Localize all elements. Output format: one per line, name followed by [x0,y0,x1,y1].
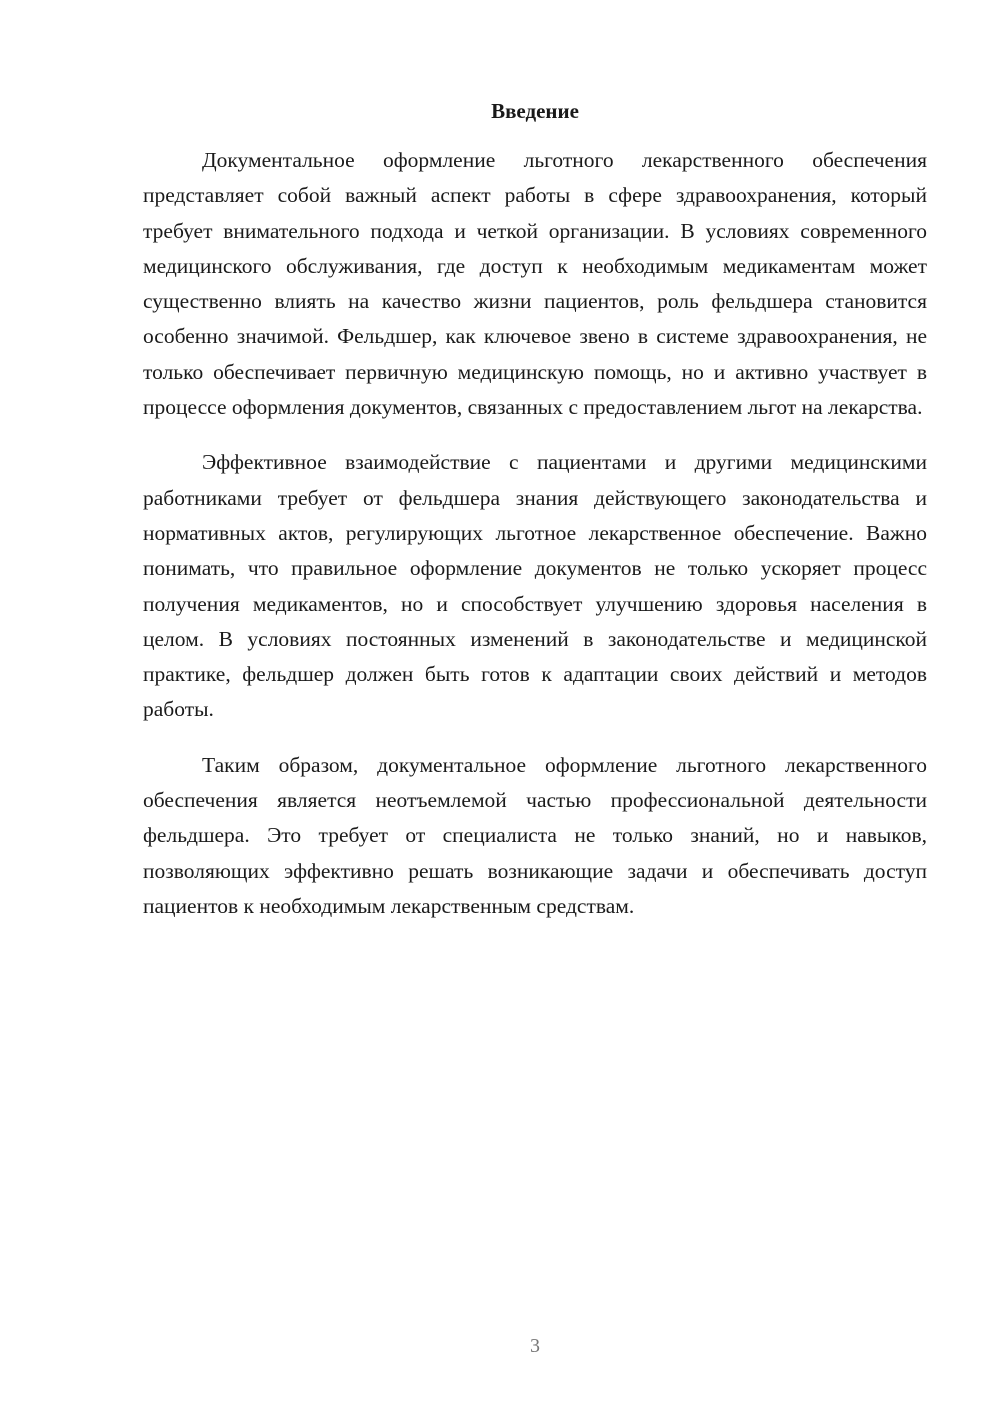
page-title: Введение [491,99,579,123]
paragraph-3: Таким образом, документальное оформление льготного лекарственного обеспечения является неотъемлемой частью профессиональной деятельности фельдшера. Это требует от специалиста не только знаний, но и навыков, позволяющих эффективно решать возникающие задачи и обеспечивать доступ пациентов к необходимым лекарственным средствам. [143,752,927,918]
paragraph-1: Документальное оформление льготного лекарственного обеспечения представляет собой важный аспект работы в сфере здравоохранения, который требует внимательного подхода и четкой организации. В условиях современного медицинского обслуживания, где доступ к необходимым медикаментам может существенно влиять на качество жизни пациентов, роль фельдшера становится особенно значимой. Фельдшер, как ключевое звено в системе здравоохранения, не только обеспечивает первичную медицинскую помощь, но и активно участвует в процессе оформления документов, связанных с предоставлением льгот на лекарства. [143,148,927,420]
page-number: 3 [530,1335,540,1357]
body-text [143,143,927,924]
paragraph-2: Эффективное взаимодействие с пациентами и другими медицинскими работниками требует от фельдшера знания действующего законодательства и нормативных актов, регулирующих льготное лекарственное обеспечение. Важно понимать, что правильное оформление документов не только ускоряет процесс получения медикаментов, но и способствует улучшению здоровья населения в целом. В условиях постоянных изменений в законодательстве и медицинской практике, фельдшер должен быть готов к адаптации своих действий и методов работы. [143,450,927,722]
